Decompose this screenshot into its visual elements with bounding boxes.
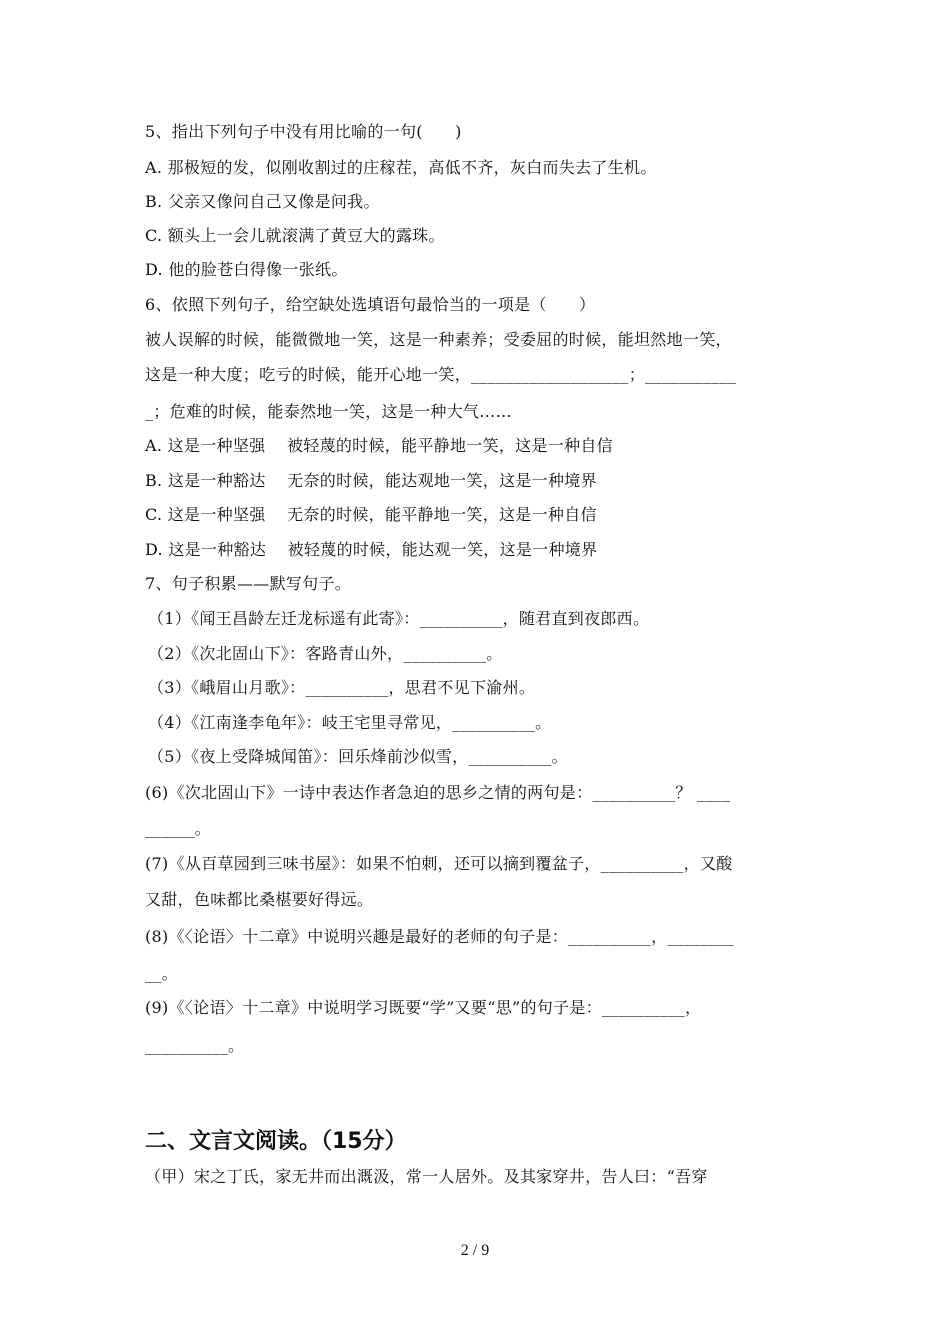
q6-passage-line-3: _；危难的时候，能泰然地一笑，这是一种大气…… [145,402,512,421]
q7-item-1: （1）《闻王昌龄左迁龙标遥有此寄》：__________，随君直到夜郎西。 [148,609,650,628]
q7-stem: 7、句子积累——默写句子。 [145,574,352,593]
q7-item-5: （5）《夜上受降城闻笛》：回乐烽前沙似雪，__________。 [148,747,568,766]
q6-option-a: A. 这是一种坚强 被轻蔑的时候，能平静地一笑，这是一种自信 [145,436,613,455]
q7-item-8-line-2: __。 [145,964,178,983]
page-number: 2 / 9 [460,1242,490,1259]
q7-item-9-line-2: __________。 [145,1036,245,1055]
q7-item-4: （4）《江南逢李龟年》：岐王宅里寻常见，__________。 [148,713,552,732]
q7-item-7-line-1: (7)《从百草园到三味书屋》：如果不怕刺，还可以摘到覆盆子，__________，又酸 [145,854,733,873]
q5-option-d: D. 他的脸苍白得像一张纸。 [145,260,348,279]
q7-item-2: （2）《次北固山下》：客路青山外，__________。 [148,644,503,663]
q6-passage-line-2: 这是一种大度；吃亏的时候，能开心地一笑，___________________；___________ [145,365,737,384]
passage-paragraph: （甲）宋之丁氏，家无井而出溉汲，常一人居外。及其家穿井，告人曰：“吾穿 [145,1167,708,1186]
q7-item-9-line-1: (9)《〈论语〉十二章》中说明学习既要“学”又要“思”的句子是：__________， [145,998,702,1017]
q5-option-c: C. 额头上一会儿就滚满了黄豆大的露珠。 [145,226,445,245]
q6-option-c: C. 这是一种坚强 无奈的时候，能平静地一笑，这是一种自信 [145,505,597,524]
section-heading: 二、文言文阅读。（15分） [145,1129,407,1154]
q5-option-b: B. 父亲又像问自己又像是问我。 [145,192,380,211]
q7-item-8-line-1: (8)《〈论语〉十二章》中说明兴趣是最好的老师的句子是：__________，________ [145,927,734,946]
q5-option-a: A. 那极短的发，似刚收割过的庄稼茬，高低不齐，灰白而失去了生机。 [145,158,657,177]
q6-option-b: B. 这是一种豁达 无奈的时候，能达观地一笑，这是一种境界 [145,471,597,490]
q7-item-7-line-2: 又甜，色味都比桑椹要好得远。 [145,890,374,909]
q7-item-6-line-1: (6)《次北固山下》一诗中表达作者急迫的思乡之情的两句是：__________？ ____ [145,783,731,802]
q7-item-3: （3）《峨眉山月歌》：__________，思君不见下渝州。 [148,678,536,697]
q6-stem: 6、依照下列句子，给空缺处选填语句最恰当的一项是（ ） [145,295,596,314]
q5-stem: 5、指出下列句子中没有用比喻的一句( ) [145,122,462,141]
q6-passage-line-1: 被人误解的时候，能微微地一笑，这是一种素养；受委屈的时候，能坦然地一笑， [145,330,732,349]
q7-item-6-line-2: ______。 [145,819,212,838]
q6-option-d: D. 这是一种豁达 被轻蔑的时候，能达观一笑，这是一种境界 [145,540,598,559]
